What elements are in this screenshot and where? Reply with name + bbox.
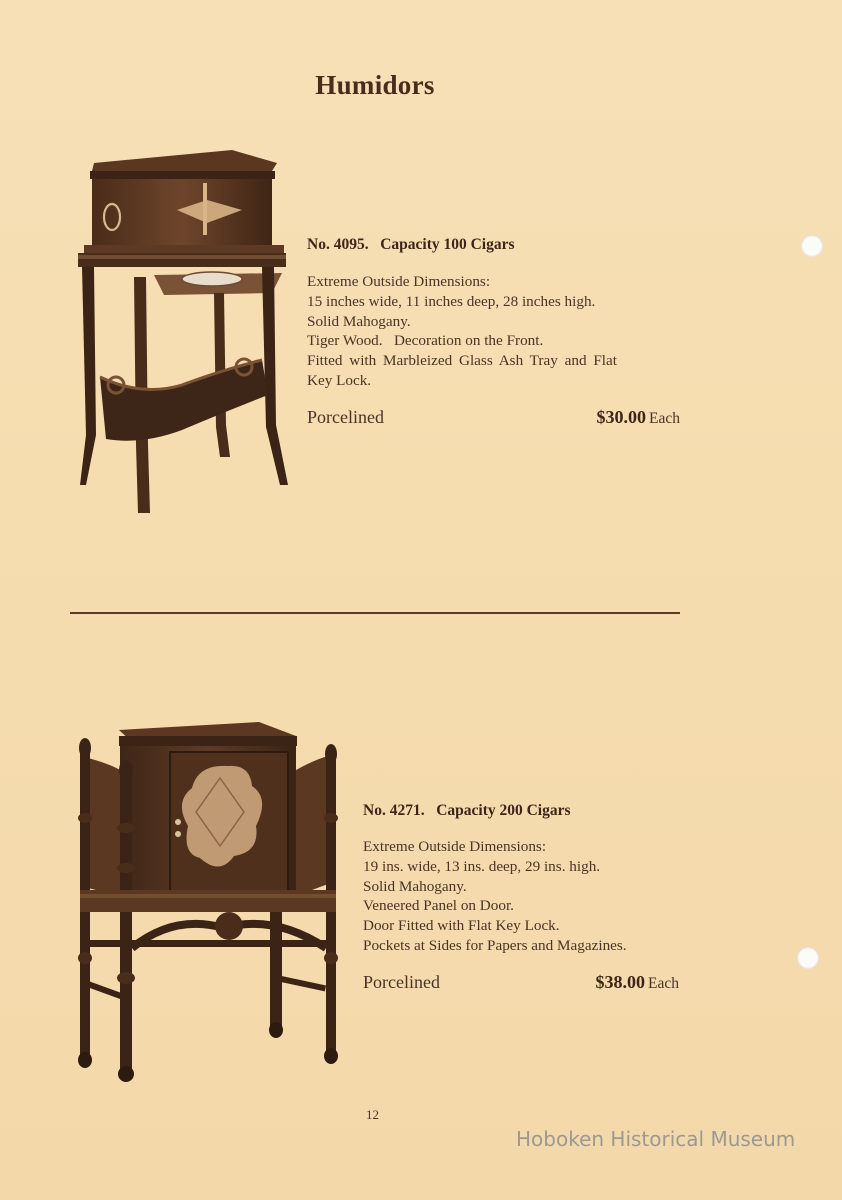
description-line: Veneered Panel on Door. <box>363 897 514 915</box>
product-4095-description <box>307 272 617 391</box>
product-4271-heading: No. 4271. Capacity 200 Cigars <box>363 802 571 819</box>
description-line: Extreme Outside Dimensions: <box>307 273 491 290</box>
product-4095-price-row <box>307 407 680 431</box>
description-line: Solid Mahogany. <box>307 312 411 330</box>
description-line: 15 inches wide, 11 inches deep, 28 inches high. <box>307 292 596 310</box>
price-value: $30.00 <box>596 407 647 427</box>
product-4095-heading: No. 4095. Capacity 100 Cigars <box>307 236 515 253</box>
price-unit: Each <box>648 975 679 992</box>
humidor-4271-illustration <box>74 718 344 1083</box>
description-line: Pockets at Sides for Papers and Magazines. <box>363 936 627 954</box>
section-divider <box>70 612 680 614</box>
binder-hole-top <box>801 235 823 257</box>
description-line: Extreme Outside Dimensions: <box>363 838 547 855</box>
product-4271-description <box>363 837 627 956</box>
price-unit: Each <box>649 410 680 427</box>
description-line: Fitted with Marbleized Glass Ash Tray and Flat <box>307 352 617 370</box>
description-line: Key Lock. <box>307 371 372 389</box>
description-line: Tiger Wood. Decoration on the Front. <box>307 332 544 350</box>
description-line: Solid Mahogany. <box>363 877 467 895</box>
finish-label: Porcelined <box>363 972 440 992</box>
price-value: $38.00 <box>595 972 646 992</box>
finish-label: Porcelined <box>307 407 384 427</box>
binder-hole-bottom <box>797 947 819 969</box>
description-line: Door Fitted with Flat Key Lock. <box>363 917 560 935</box>
humidor-4095-illustration <box>72 145 302 515</box>
description-line: 19 ins. wide, 13 ins. deep, 29 ins. high. <box>363 857 601 875</box>
museum-watermark: Hoboken Historical Museum <box>516 1127 796 1151</box>
page-title: Humidors <box>315 70 435 100</box>
page-number: 12 <box>366 1107 379 1122</box>
product-4271-price-row <box>363 972 679 996</box>
